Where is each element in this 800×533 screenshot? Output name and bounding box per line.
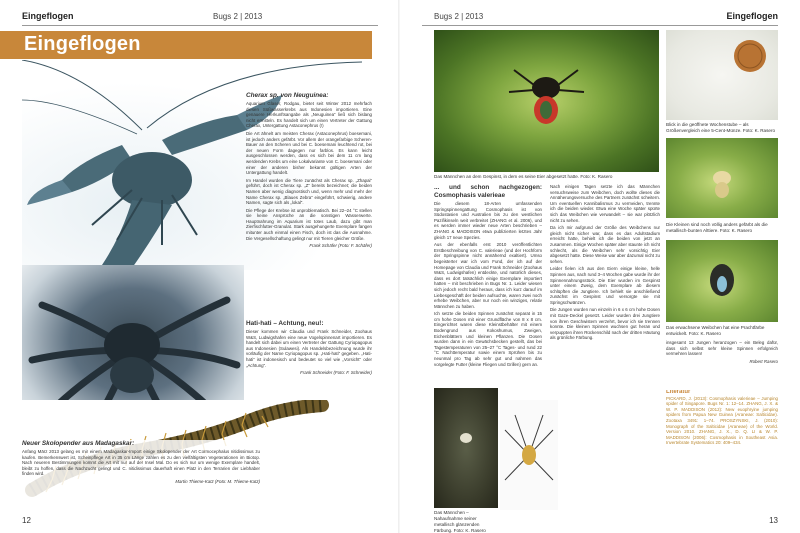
- article-cosmophasis-col2-paragraph-3: Leider fielen ich aus den Eiern einige kleine, helle Spinnen aus, nach rund 3–4 Wochen gabe wurde ihr der Spinnennahrungsstück. Die Eier wurden im Gespinst unter einem Zweig, dem Exemplare ab diesem schlüpften die Jungtiere. Ich behielt sie anschließend zunächst im Gespinst und versorgte sie mit Springschwänzen.: [550, 266, 660, 305]
- article-cherax-title: Cherax sp. von Neuguinea:: [246, 92, 329, 99]
- right-page-number: 13: [769, 516, 778, 525]
- article-cherax: [246, 92, 372, 317]
- main-spider-photo: [434, 30, 659, 172]
- adult-female-caption: Das erwachsene Weibchen hat eine Prachtfärbe entwickelt. Foto: K. Rasero: [666, 325, 765, 336]
- female-spider-icon: [666, 240, 778, 322]
- article-hatihati-title: Hati-hati – Achtung, neu!:: [246, 320, 324, 327]
- side-note-text: insgesamt 13 Jungen heranzogen – ein Beleg dafür, dass sich selbst sehr kleine Spinnen erfolgreich vermehren lassen!: [666, 340, 778, 357]
- literature-list: PICKARD, J. (2013): Cosmophasis valerieae – Jumping spider of Singapore. Bugs Nr. 1: 12–14. ZHANG, J. X. & W. P. MADDISON (2012): New euophryine jumping spiders from Papua New Guinea (Araneae: Salticidae). Zootaxa 3491: 1–74. PROSZYNSKI, J. (2010): Monograph of the Salticidae (Araneae) of the World. Version 2010. ZHANG, J. X., D. Q. LI & W. P. MADDISON (2006): Cosmophasis in Southeast Asia. Invertebrate Systematics 20: 409–434.: [666, 395, 778, 446]
- article-skolopender: [22, 440, 260, 522]
- right-header-section: Eingeflogen: [726, 11, 778, 21]
- article-cosmophasis-col2: [550, 184, 660, 524]
- section-banner: [0, 31, 372, 59]
- article-skolopender-body: Anfang März 2013 gelang es mir einem Madagaskar-Import einige Skolopender der Art Cormocephalus nitidissimus zu kaufen. Bemerkenswert ist, Scheinpflege Art in 35 cm Länge zählen es zu den vielfältigsten Vegeterationen im Biotop. Nach neueren Bestimmungen kommt die Art mit nur auf der Insel Mal. Do es sich nur um wenige Exemplare handelt, bleibt zu hoffen, dass die Nachzucht gelingt und C. nitidissimus dauerhaft einen Platz in den Terrarien der Liebhaber finden wird.: [22, 449, 260, 477]
- juvenile-caption: Die Kleinen sind noch völlig anders gefärbt als die metallisch-bunten Alttiere. Foto: K. Rasero: [666, 222, 768, 233]
- right-header: [422, 8, 778, 26]
- small-spider-caption: Das Männchen – Nahaufnahme seiner metallisch glänzenden Färbung. Foto: K. Rasero: [434, 510, 486, 533]
- nursery-caption: Blick in die geöffnete Wochenstube – als Größenvergleich eine 5-Cent-Münze. Foto: K. Rasero: [666, 122, 776, 133]
- article-hatihati-body: Dieser kommen wir Claudia und Frank Schneider, Zoohaus W&S, Ludwigshafen eine neue Vogelspinnenart importieren. Es handelt sich dabei um einen Vertreter der Gattung Cyriopagopus aus Indonesien (Sulawesi). Als Handelsbezeichnung wurde ihr vorläufig der Name Cyriopagopus sp. „Hati-hati“ gegeben. „Hati-hati“ ist indonesisch und bedeutet so viel wie „Vorsicht“ oder „Achtung“.: [246, 329, 372, 368]
- juvenile-photo: [666, 138, 778, 218]
- spider-illustration: [434, 30, 659, 172]
- left-header-section: Eingeflogen: [22, 11, 74, 21]
- literature-title: Literatur: [666, 390, 691, 395]
- small-spider-icon: [434, 388, 498, 508]
- article-cherax-paragraph-1: Aquarium Glaser, Rodgau, bietet seit Winter 2012 mehrfach diesen Süßwasserkrebs aus Indonesien importieren. Eine genauere Herkunftsangabe als „Neuguinea“ ließ sich bislang nicht ermitteln. Es handelt sich um einen Vertreter der Gattung Cherax, Untergattung Astaconephrus (!): [246, 101, 372, 129]
- adult-female-photo: [666, 240, 778, 322]
- article-cosmophasis-col1: [434, 184, 542, 384]
- left-header: [22, 8, 378, 26]
- article-skolopender-title: Neuer Skolopender aus Madagaskar:: [22, 440, 135, 447]
- juvenile-spider-icon: [666, 138, 778, 218]
- article-cosmophasis-col2-paragraph-2: Da ich mir aufgrund der Größe des Weibchens nur gleich nicht sicher war, dass es das Adultstadium erreicht hatte, behielt ich die beiden von jetzt an zusammen. Einige Wochen später aber staunte ich nicht schlecht, als die Weibchen sehr vorsichtig Eier abgesetzt hatte. Diese Weise war aber dazumal nicht zu sehen.: [550, 225, 660, 264]
- side-note: [666, 340, 778, 380]
- article-cherax-paragraph-3: Im Handel wurden die Tiere zunächst als Cherax sp. „Zhapai“ geführt, doch ist Cherax sp. „Z“ bereits bezeichnet; die beiden Namen aber wenig diagnostisch und, wenn mehr und mehr der Name Cherax sp. „Blaues Zebra“ eingeführt, schwierig, andere Namen, sagte sich als „lokal“.: [246, 177, 372, 206]
- side-note-signature: Robert Rasero: [749, 358, 778, 364]
- right-header-issue: Bugs 2 | 2013: [434, 12, 484, 21]
- article-cosmophasis-col2-paragraph-1: Nach einigen Tagen setzte ich das Männchen versuchsweise zum Weibchen, doch wollte dieses die Annäherungsversuche des Partners zunächst scheitern. Um eventuellen Kannibalismus zu vermeiden, trennte ich die beiden wieder. Etwa eine Woche später spürte sich das Weibchen wie verwandelt – sie war plötzlich nicht zu sehen.: [550, 184, 660, 223]
- article-cosmophasis-col2-paragraph-4: Die Jungen wurden nun einzeln in 6 x 6 cm hohe Dosen mit Gaze-Deckel gesetzt. Leider wurden drei Jungtiere von ihren Geschwistern verzehrt, bevor ich sie trennen konnte. Die kleinen Spinnen wuchsen gut heran und verpuppten ihren Rückenschild nach der dritten Häutung als grünliche Färbung.: [550, 307, 660, 341]
- article-cosmophasis-col1-paragraph-3: Ich setzte die beiden Spinnen zunächst separat in 15 cm hohe Dosen mit einer Grundfläche von 8 x 8 cm. Eingerichtet waren diese Kleinstbehälter mit einem Bodengrund aus Kokoshumus, Zweigen, Eichenblättern und kleinen Pflanzen. Die Dosen wurden dann in ein Gewächsbecken gestellt, das bei Tagestemperaturen von 25–27 °C Tages- und rund 22 °C Nachttemperatur sowie einem Sprühen bis zu neunmal pro Tag ab sehr gut und nahmen das vorgelegte Futter (kleine Fliegen und Grillen) gern an.: [434, 311, 542, 367]
- article-cherax-signature: Frank Schäfer (Foto: F. Schäfer): [309, 243, 372, 249]
- article-skolopender-signature: Martin Thieme-Katz (Foto: M. Thieme-Katz): [175, 478, 260, 484]
- white-spider-photo: [500, 400, 558, 510]
- nursery-photo: [666, 30, 778, 120]
- left-header-issue: Bugs 2 | 2013: [213, 12, 263, 21]
- article-cosmophasis-col1-paragraph-2: Aus der ebenfalls erst 2010 veröffentlichten Erstbeschreibung von C. valerieae (und der Hochform der Springspinne nicht annähernd exaltiert). Umso begeisterter war ich vom Fund, der ich auf der Homepage von Claudia und Frank Schneider (Zoohaus W&S, Ludwigshafen) entdeckte, und natürlich dieses, dass es dort tatsächlich einige Exemplare importiert hatten – mit beschrieben in Bugs Nr. 1. Leider wiesen sich jedoch recht bald heraus, dass ich kurz darauf im Liebesgeschäft der beiden aufsuchte, waren zwei noch erhebe Weibchen, aber nur noch ein winziges, relativ Männchen zu haben.: [434, 242, 542, 309]
- right-page: [400, 0, 800, 533]
- literature-section: [666, 390, 778, 515]
- article-cosmophasis-col1-paragraph-1: Die diesem 18-Arten umfassenden Springspinnengattung Cosmophasis ist von Südostasien und Australien bis zu den westlichen Pazifikinseln weit verbreitet (ZHANG et al. 2006), und es werden immer wieder neue Arten beschrieben – ZHANG & MADDISON etwa publizierten letztes Jahr gleich 17 neue Spezies.: [434, 201, 542, 240]
- main-spider-caption: Das Männchen an dem Gespinst, in dem es seine Eier abgesetzt hatte. Foto: K. Rasero: [434, 174, 613, 179]
- coin-icon: [666, 30, 778, 120]
- small-spider-photo: [434, 388, 498, 508]
- left-page-number: 12: [22, 516, 31, 525]
- article-hatihati-signature: Frank Schneider (Foto: F. Schneider): [300, 370, 372, 376]
- article-cosmophasis-title: ... und schon nachgezogen: Cosmophasis valerieae: [434, 184, 542, 199]
- banner-title: Eingeflogen: [24, 33, 141, 55]
- white-spider-icon: [500, 400, 558, 510]
- article-cherax-paragraph-2: Die Art ähnelt am meisten Cherax (Astaconephrus) boesemani, ist jedoch anders gefärbt. Vor allem der orangefarbige Scheren-Bauer an den Scheren und bei C. boesemani leuchtend rot, bei der neuen Form dagegen nur farblos. Es kann leicht ausgeschlossen werden, dass es sich bei dem 11 cm lang werdenden Krebs um eine Lokalvariante von C. boesemani oder einer der anderen bisher bekannt gültigen Arten der Untergattung handelt.: [246, 130, 372, 176]
- article-cherax-paragraph-4: Die Pflege der Krebse ist unproblematisch. Bei 22–24 °C stellen sie keine Ansprüche an die sonstigen Wasserwerte. Hauptnahrung im Aquarium ist totes Laub, dazu gibt man Zierfischfutter-Granulat. Stark ausgehungerte Exemplare fangen mitunter auch einmal einen Fisch, doch ist das die Ausnahme. Die Vergesellschaftung gelingt nur mit Tieren gleicher Größe.: [246, 207, 372, 241]
